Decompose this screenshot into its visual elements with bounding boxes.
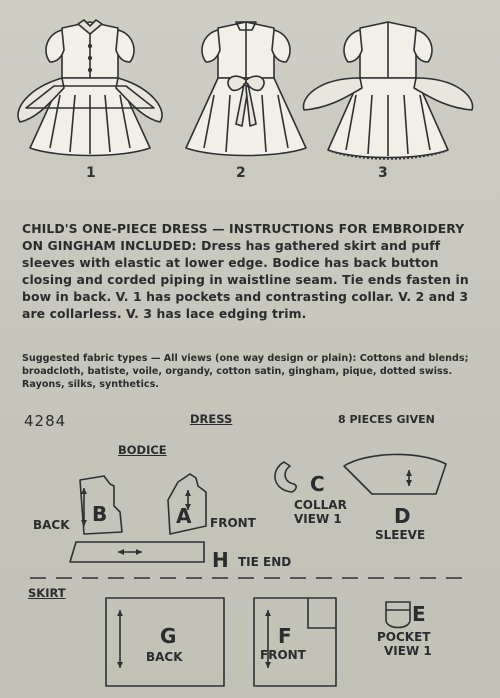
piece-a-label: FRONT [210,516,256,530]
piece-d-letter: D [394,504,411,528]
section-skirt-heading: SKIRT [28,586,66,600]
piece-c-outline [275,462,296,492]
dress-view-illustrations [0,0,500,200]
piece-h-label: TIE END [238,555,292,569]
piece-b-label: BACK [33,518,70,532]
pattern-title: DRESS [190,412,233,426]
piece-f-label: FRONT [260,648,306,662]
piece-c-letter: C [310,472,325,496]
piece-e-letter: E [412,602,426,626]
dress-view-1-illustration [18,20,162,156]
piece-e-outline [386,602,410,628]
dress-view-3-illustration [303,22,472,159]
view-number-1: 1 [86,165,96,181]
piece-e-label-view: VIEW 1 [384,644,432,658]
piece-f-letter: F [278,624,292,648]
piece-c-label-view: VIEW 1 [294,512,342,526]
view-number-3: 3 [378,165,388,181]
piece-h-letter: H [212,548,229,572]
suggested-fabric-types: Suggested fabric types — All views (one way design or plain): Cottons and blends; broadcloth, batiste, voile, organdy, cotton satin, gingham, pique, dotted swiss. Rayons, silks, synthetics. [22,353,469,390]
pattern-number: 4284 [24,412,67,430]
view-number-2: 2 [236,165,246,181]
description-body: Dress has gathered skirt and puff sleeves with elastic at lower edge. Bodice has back button closing and corded piping in waistline seam. Tie ends fasten in bow in back. V. 1 has pockets and contrasting collar. V. 2 and 3 are collarless. V. 3 has lace edging trim. [22,238,469,321]
pieces-count: 8 PIECES GIVEN [338,413,435,426]
dress-view-2-illustration [186,22,306,156]
description-lead: CHILD'S ONE-PIECE DRESS — INSTRUCTIONS FOR EMBROIDERY ON GINGHAM INCLUDED: [22,221,465,253]
piece-d-label: SLEEVE [375,528,426,542]
piece-c-label-collar: COLLAR [294,498,347,512]
dress-description [22,220,482,322]
piece-d-outline [344,454,446,494]
piece-a-letter: A [176,504,192,528]
piece-e-label-pocket: POCKET [377,630,431,644]
piece-g-letter: G [160,624,177,648]
piece-f-outline [254,598,336,686]
section-bodice-heading: BODICE [118,443,167,457]
piece-g-label: BACK [146,650,183,664]
piece-b-letter: B [92,502,108,526]
